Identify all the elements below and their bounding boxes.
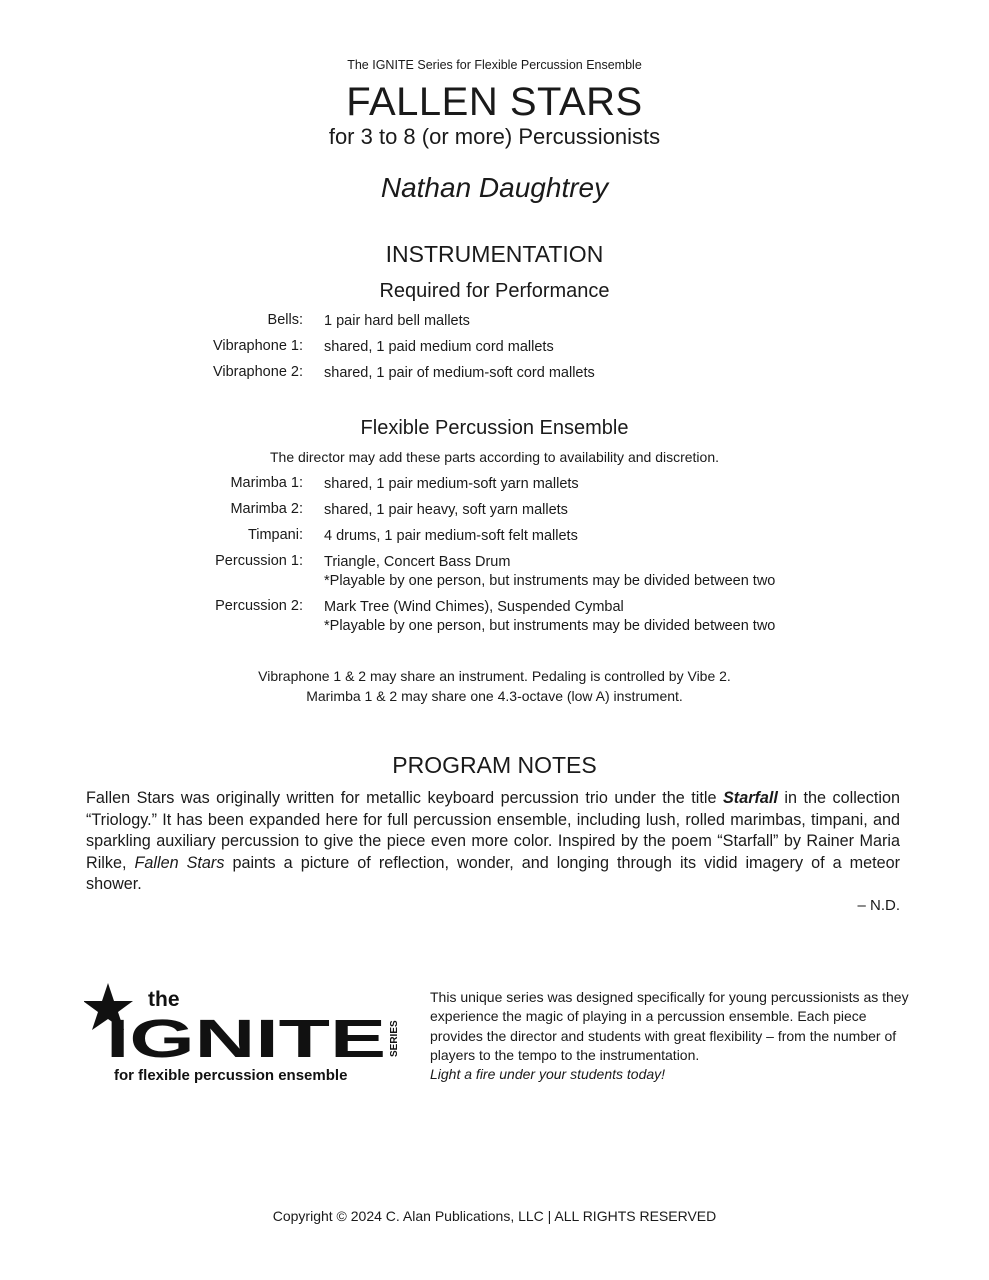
composer-name: Nathan Daughtrey bbox=[380, 172, 609, 203]
instrument-label: Bells: bbox=[267, 312, 303, 328]
logo-the-text: the bbox=[148, 988, 180, 1011]
instrument-desc-note: *Playable by one person, but instruments may be divided between two bbox=[324, 573, 776, 589]
flexible-heading: Flexible Percussion Ensemble bbox=[360, 417, 629, 439]
required-heading: Required for Performance bbox=[379, 280, 610, 302]
page-title: FALLEN STARS bbox=[346, 80, 643, 124]
instrumentation-heading: INSTRUMENTATION bbox=[385, 241, 604, 267]
instrument-desc: shared, 1 paid medium cord mallets bbox=[324, 339, 554, 355]
program-notes-text: Fallen Stars was originally written for metallic keyboard percussion trio under the title Starfall in the collection “Triology.” It has been expanded here for full percussion ensemble, including lush, rolled marimbas, timpani, and sparkling auxiliary percussion to give the piece even more color. Inspired by the poem “Starfall” by Rainer Maria Rilke, Fallen Stars paints a picture of reflection, wonder, and longing through its vidid imagery of a meteor shower. bbox=[86, 789, 900, 893]
instrument-desc: shared, 1 pair heavy, soft yarn mallets bbox=[324, 502, 568, 518]
instrument-desc: shared, 1 pair of medium-soft cord mallets bbox=[324, 365, 595, 381]
program-notes-signature: – N.D. bbox=[857, 897, 900, 914]
series-description: This unique series was designed specifically for young percussionists as they experience the magic of playing in a percussion ensemble. Each piece provides the director and students with great flexibility – from the number of players to the tempo to the instrumentation. Light a fire under your students today! bbox=[430, 989, 909, 1083]
instrument-label: Marimba 2: bbox=[230, 501, 303, 517]
instrumentation-note: Vibraphone 1 & 2 may share an instrument. Pedaling is controlled by Vibe 2. bbox=[258, 668, 731, 684]
series-line: The IGNITE Series for Flexible Percussion Ensemble bbox=[347, 58, 642, 72]
instrumentation-note: Marimba 1 & 2 may share one 4.3-octave (low A) instrument. bbox=[306, 688, 683, 704]
instrument-desc: 1 pair hard bell mallets bbox=[324, 313, 470, 329]
instrument-desc: shared, 1 pair medium-soft yarn mallets bbox=[324, 476, 579, 492]
program-notes-original-title: Starfall bbox=[723, 789, 778, 807]
instrument-label: Vibraphone 2: bbox=[212, 364, 303, 380]
flexible-intro: The director may add these parts according to availability and discretion. bbox=[269, 449, 719, 465]
page-subtitle: for 3 to 8 (or more) Percussionists bbox=[328, 124, 661, 149]
instrument-label: Vibraphone 1: bbox=[212, 338, 303, 354]
instrument-label: Timpani: bbox=[247, 527, 303, 543]
ignite-series-logo bbox=[84, 982, 404, 1092]
program-notes-piece-title: Fallen Stars bbox=[86, 789, 175, 807]
program-notes-piece-title-italic: Fallen Stars bbox=[134, 853, 225, 872]
series-tagline: Light a fire under your students today! bbox=[430, 1066, 666, 1083]
program-notes-heading: PROGRAM NOTES bbox=[392, 752, 597, 778]
copyright: Copyright © 2024 C. Alan Publications, LLC | ALL RIGHTS RESERVED bbox=[272, 1208, 717, 1224]
instrument-desc: 4 drums, 1 pair medium-soft felt mallets bbox=[324, 528, 578, 544]
logo-series-text: SERIES bbox=[389, 1020, 400, 1057]
logo-ignite-wordmark: IGNITE bbox=[106, 1009, 386, 1069]
instrument-label: Percussion 2: bbox=[215, 598, 303, 614]
instrument-label: Marimba 1: bbox=[230, 475, 303, 491]
instrument-desc: Mark Tree (Wind Chimes), Suspended Cymbal bbox=[324, 599, 624, 615]
instrument-desc-note: *Playable by one person, but instruments may be divided between two bbox=[324, 618, 776, 634]
logo-tagline: for flexible percussion ensemble bbox=[114, 1067, 348, 1084]
instrument-desc: Triangle, Concert Bass Drum bbox=[324, 554, 511, 570]
instrument-label: Percussion 1: bbox=[215, 553, 303, 569]
